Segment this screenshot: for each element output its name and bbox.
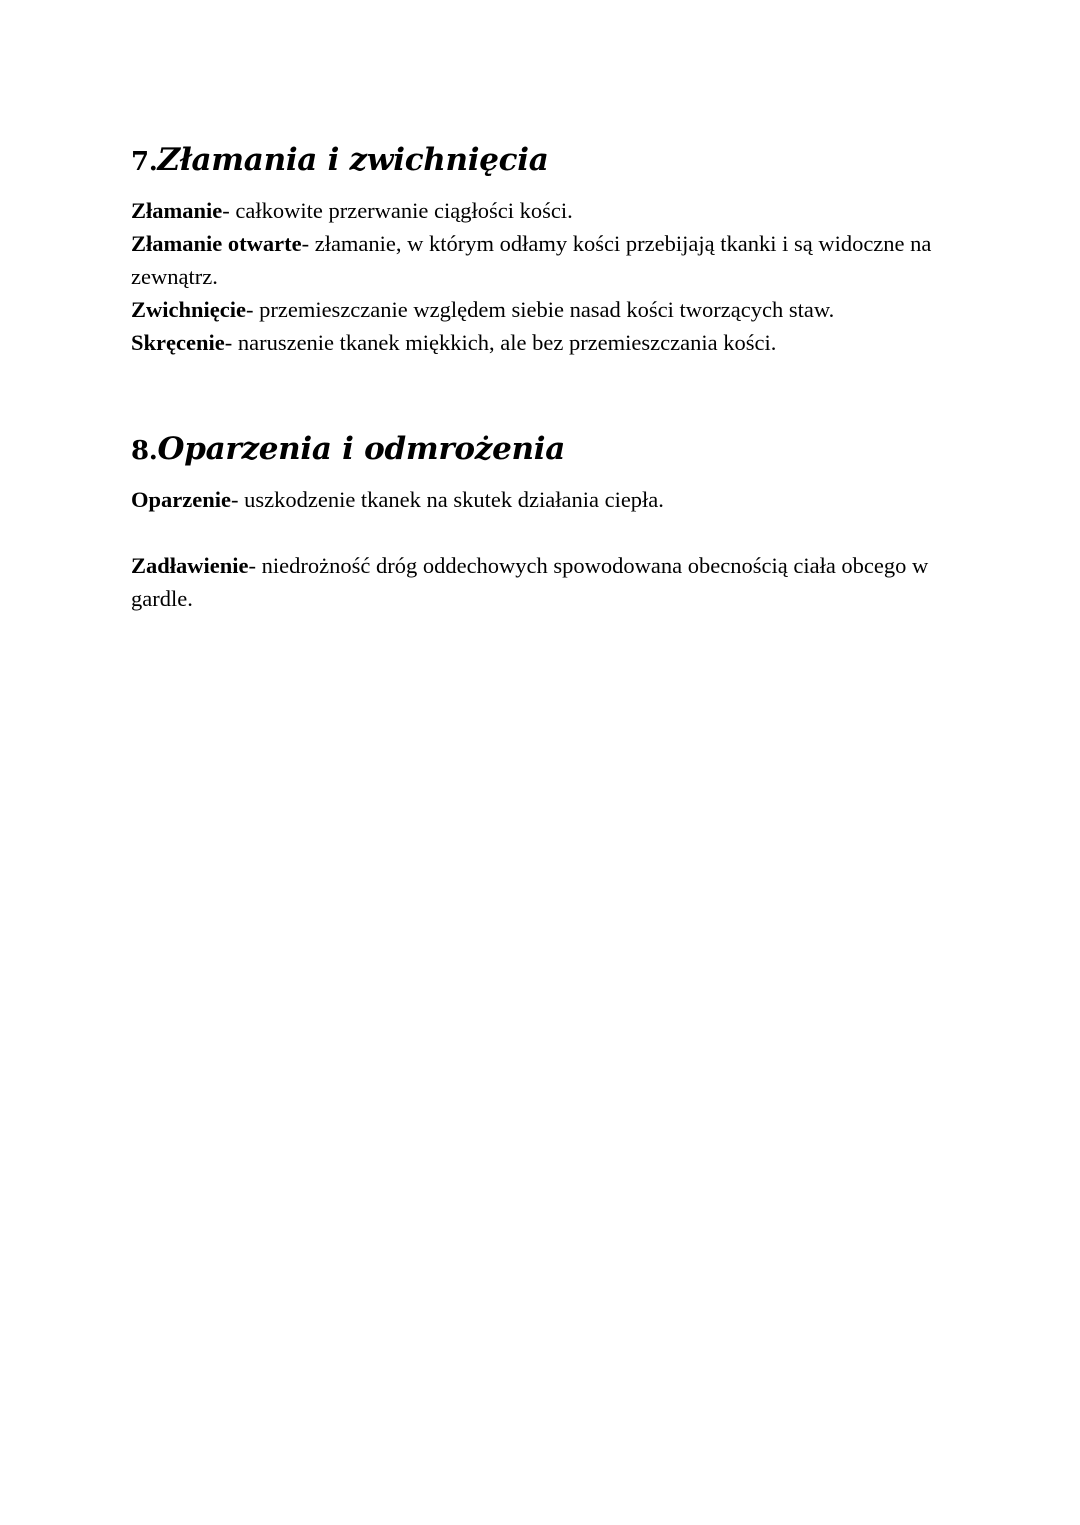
definition xyxy=(131,293,951,326)
section-fractures xyxy=(131,138,951,359)
section-number: 8. xyxy=(131,436,158,466)
definition-text: - całkowite przerwanie ciągłości kości. xyxy=(222,198,573,223)
definition-term: Zadławienie xyxy=(131,553,249,578)
section-heading xyxy=(131,138,951,184)
section-number: 7. xyxy=(131,147,158,177)
definition xyxy=(131,194,951,227)
definition-term: Skręcenie xyxy=(131,330,225,355)
definition xyxy=(131,326,951,359)
definition-term: Złamanie xyxy=(131,198,223,223)
definition xyxy=(131,483,951,516)
definition-term: Oparzenie xyxy=(131,487,231,512)
section-heading xyxy=(131,427,951,473)
definition-text: - niedrożność dróg oddechowych spowodowana obecnością ciała obcego w gardle. xyxy=(131,553,929,611)
definition xyxy=(131,227,951,293)
definition-text: - uszkodzenie tkanek na skutek działania ciepła. xyxy=(230,487,664,512)
section-title: Oparzenia i odmrożenia xyxy=(157,431,566,467)
definition-text: - przemieszczanie względem siebie nasad kości tworzących staw. xyxy=(245,297,835,322)
definition-text: - złamanie, w którym odłamy kości przebijają tkanki i są widoczne na zewnątrz. xyxy=(131,231,932,289)
definition xyxy=(131,549,951,615)
definition-text: - naruszenie tkanek miękkich, ale bez przemieszczania kości. xyxy=(224,330,777,355)
definition-term: Zwichnięcie xyxy=(131,297,246,322)
section-title: Złamania i zwichnięcia xyxy=(157,142,549,178)
paragraph-spacer xyxy=(131,516,951,549)
definition-term: Złamanie otwarte xyxy=(131,231,302,256)
section-burns xyxy=(131,427,951,615)
page-content xyxy=(131,138,951,615)
